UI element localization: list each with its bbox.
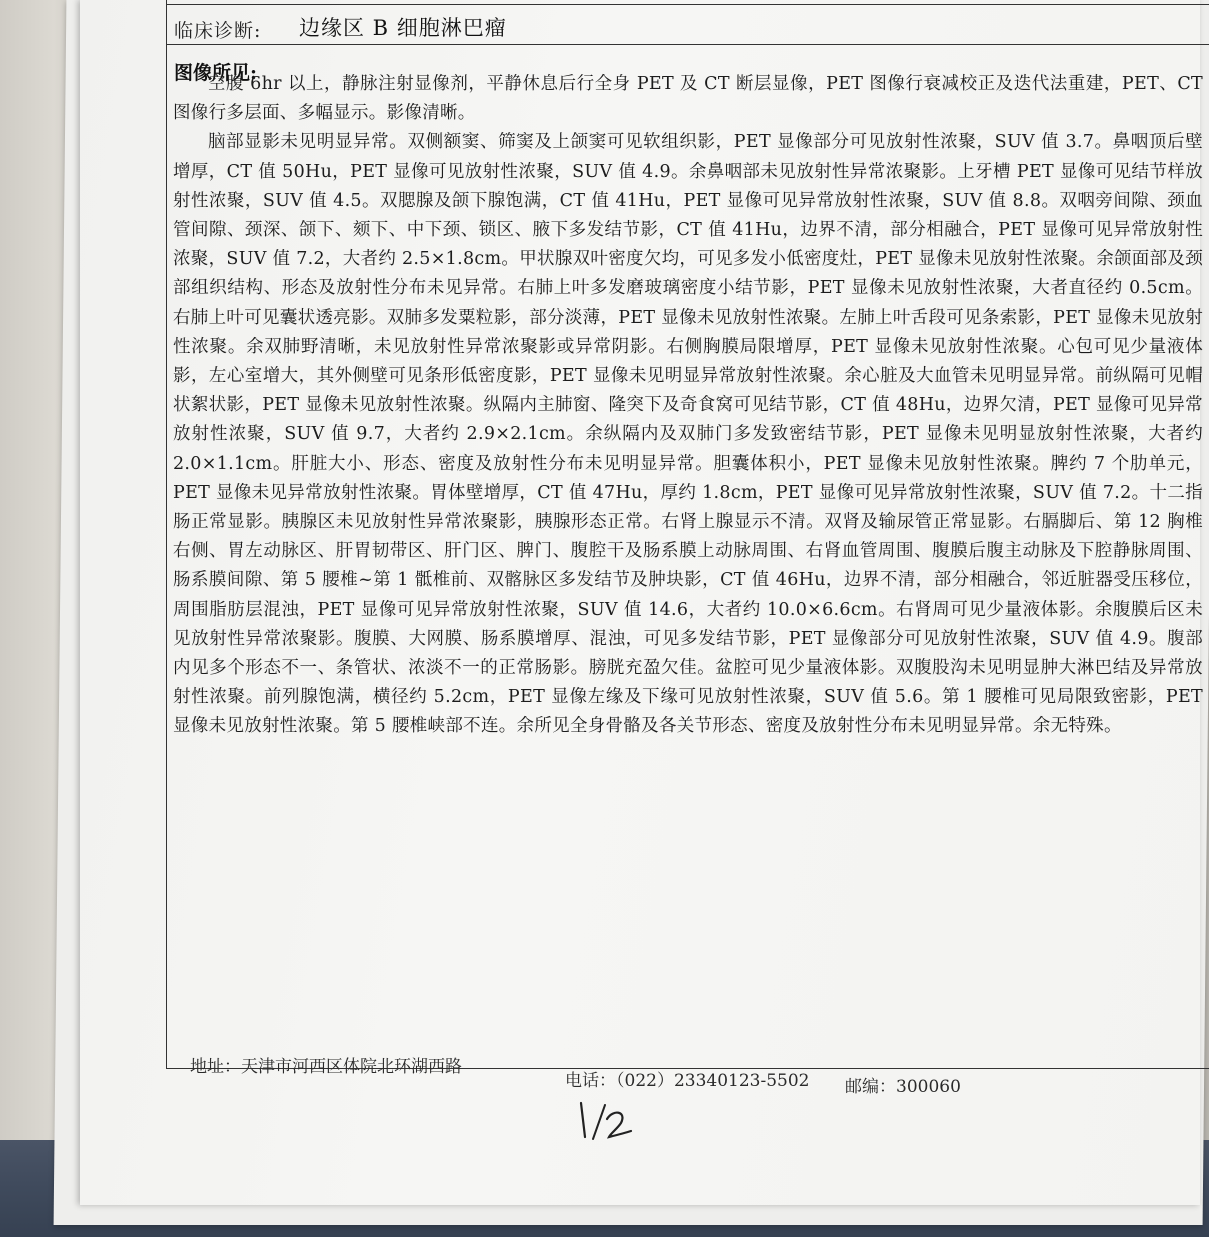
table-top-line	[167, 4, 1209, 5]
handwritten-page-number	[575, 1095, 635, 1145]
findings-label: 图像所见:	[174, 62, 258, 84]
table-divider	[167, 44, 1209, 45]
report-page	[80, 0, 1203, 1205]
findings-paragraph: 脑部显影未见明显异常。双侧额窦、筛窦及上颌窦可见软组织影，PET 显像部分可见放射性浓聚，SUV 值 3.7。鼻咽顶后壁增厚，CT 值 50Hu，PET 显像可见放射性浓聚，SUV 值 4.9。余鼻咽部未见放射性异常浓聚影。上牙槽 PET 显像可见结节样放射性浓聚，SUV 值 4.5。双腮腺及颌下腺饱满，CT 值 41Hu，PET 显像可见异常放射性浓聚，SUV 值 8.8。双咽旁间隙、颈血管间隙、颈深、颌下、颏下、中下颈、锁区、腋下多发结节影，CT 值 41Hu，边界不清，部分相融合，PET 显像可见异常放射性浓聚，SUV 值 7.2，大者约 2.5×1.8cm。甲状腺双叶密度欠均，可见多发小低密度灶，PET 显像未见放射性浓聚。余颌面部及颈部组织结构、形态及放射性分布未见异常。右肺上叶多发磨玻璃密度小结节影，PET 显像未见放射性浓聚，大者直径约 0.5cm。右肺上叶可见囊状透亮影。双肺多发粟粒影，部分淡薄，PET 显像未见放射性浓聚。左肺上叶舌段可见条索影，PET 显像未见放射性浓聚。余双肺野清晰，未见放射性异常浓聚影或异常阴影。右侧胸膜局限增厚，PET 显像未见放射性浓聚。心包可见少量液体影，左心室增大，其外侧壁可见条形低密度影，PET 显像未见明显异常放射性浓聚。余心脏及大血管未见明显异常。前纵隔可见帽状絮状影，PET 显像未见放射性浓聚。纵隔内主肺窗、隆突下及奇食窝可见结节影，CT 值 48Hu，边界欠清，PET 显像可见异常放射性浓聚，SUV 值 9.7，大者约 2.9×2.1cm。余纵隔内及双肺门多发致密结节影，PET 显像未见明显放射性浓聚，大者约 2.0×1.1cm。肝脏大小、形态、密度及放射性分布未见明显异常。胆囊体积小，PET 显像未见放射性浓聚。脾约 7 个肋单元，PET 显像未见异常放射性浓聚。胃体壁增厚，CT 值 47Hu，厚约 1.8cm，PET 显像可见异常放射性浓聚，SUV 值 7.2。十二指肠正常显影。胰腺区未见放射性异常浓聚影，胰腺形态正常。右肾上腺显示不清。双肾及输尿管正常显影。右膈脚后、第 12 胸椎右侧、胃左动脉区、肝胃韧带区、肝门区、脾门、腹腔干及肠系膜上动脉周围、右肾血管周围、腹膜后腹主动脉及下腔静脉周围、肠系膜间隙、第 5 腰椎~第 1 骶椎前、双髂脉区多发结节及肿块影，CT 值 46Hu，边界不清，部分相融合，邻近脏器受压移位，周围脂肪层混浊，PET 显像可见异常放射性浓聚，SUV 值 14.6，大者约 10.0×6.6cm。右肾周可见少量液体影。余腹膜后区未见放射性异常浓聚影。腹膜、大网膜、肠系膜增厚、混浊，可见多发结节影，PET 显像部分可见放射性浓聚，SUV 值 4.9。腹部内见多个形态不一、条管状、浓淡不一的正常肠影。膀胱充盈欠佳。盆腔可见少量液体影。双腹股沟未见明显肿大淋巴结及异常放射性浓聚。前列腺饱满，横径约 5.2cm，PET 显像左缘及下缘可见放射性浓聚，SUV 值 5.6。第 1 腰椎可见局限致密影，PET 显像未见放射性浓聚。第 5 腰椎峡部不连。余所见全身骨骼及各关节形态、密度及放射性分布未见明显异常。余无特殊。	[173, 132, 1203, 737]
findings-paragraph: 空腹 6hr 以上，静脉注射显像剂，平静休息后行全身 PET 及 CT 断层显像，PET 图像行衰减校正及迭代法重建，PET、CT 图像行多层面、多幅显示。影像清晰。	[173, 74, 1203, 124]
diagnosis-label: 临床诊断:	[174, 20, 262, 42]
report-table	[166, 0, 1209, 1069]
findings-text	[173, 70, 1203, 742]
diagnosis-value: 边缘区 B 细胞淋巴瘤	[299, 16, 507, 40]
footer-address: 地址：天津市河西区体院北环湖西路	[190, 1057, 462, 1077]
footer-phone: 电话：（022）23340123-5502	[565, 1071, 810, 1091]
footer-postcode: 邮编：300060	[845, 1077, 961, 1097]
